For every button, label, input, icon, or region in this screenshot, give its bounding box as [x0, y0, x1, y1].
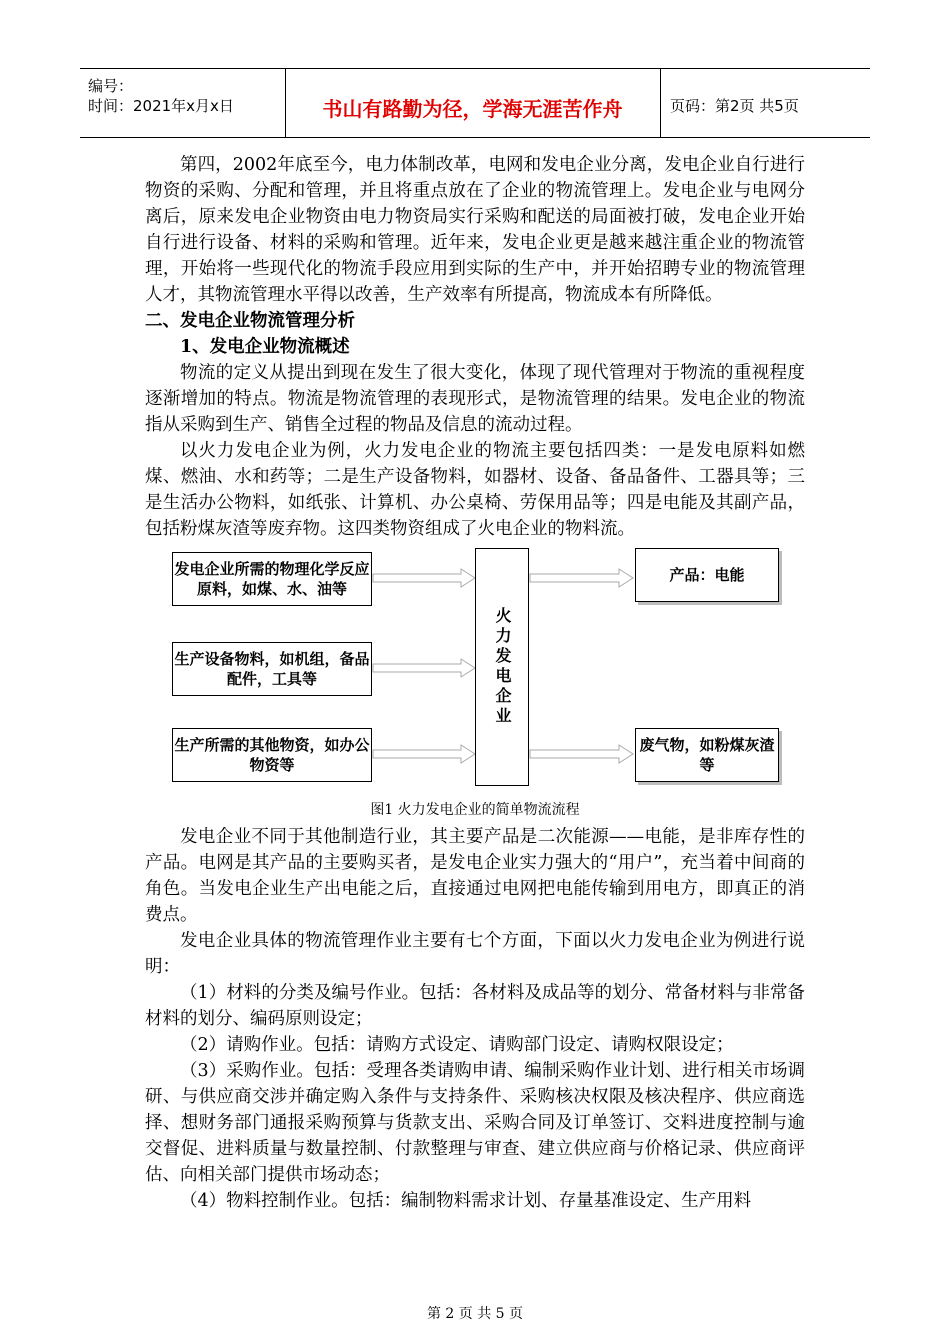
- input-box-raw-materials: 发电企业所需的物理化学反应原料，如煤、水、油等: [172, 552, 372, 606]
- list-item: （1）材料的分类及编号作业。包括：各材料及成品等的划分、常备材料与非常备材料的划分、编码原则设定；: [145, 983, 805, 1029]
- page-footer: 第 2 页 共 5 页: [426, 1306, 524, 1322]
- input-box-equipment: 生产设备物料，如机组，备品配件，工具等: [172, 642, 372, 696]
- output-box-waste: 废气物，如粉煤灰渣等: [635, 728, 779, 782]
- arrow-output1: [530, 569, 633, 587]
- list-item: （2）请购作业。包括：请购方式设定、请购部门设定、请购权限设定；: [180, 1035, 734, 1055]
- figure-caption: 图1 火力发电企业的简单物流流程: [370, 802, 580, 818]
- header-code-label: 编号：: [88, 77, 134, 95]
- paragraph: 发电企业具体的物流管理作业主要有七个方面，下面以火力发电企业为例进行说明：: [145, 931, 805, 977]
- paragraph: 物流的定义从提出到现在发生了很大变化，体现了现代管理对于物流的重视程度逐渐增加的特点。物流是物流管理的表现形式，是物流管理的结果。发电企业的物流指从采购到生产、销售全过程的物品及信息的流动过程。: [145, 363, 805, 435]
- page-header: [80, 68, 870, 138]
- paragraph: 第四，2002年底至今，电力体制改革，电网和发电企业分离，发电企业自行进行物资的采购、分配和管理，并且将重点放在了企业的物流管理上。发电企业与电网分离后，原来发电企业物资由电力物资局实行采购和配送的局面被打破，发电企业开始自行进行设备、材料的采购和管理。近年来，发电企业更是越来越注重企业的物流管理，开始将一些现代化的物流手段应用到实际的生产中，并开始招聘专业的物流管理人才，其物流管理水平得以改善，生产效率有所提高，物流成本有所降低。: [145, 155, 805, 305]
- list-item: （4）物料控制作业。包括：编制物料需求计划、存量基准设定、生产用料: [180, 1191, 752, 1211]
- input-box-other-supplies: 生产所需的其他物资，如办公物资等: [172, 728, 372, 782]
- paragraph: 发电企业不同于其他制造行业，其主要产品是二次能源——电能，是非库存性的产品。电网是其产品的主要购买者，是发电企业实力强大的“用户”，充当着中间商的角色。当发电企业生产出电能之后，直接通过电网把电能传输到用电方，即真正的消费点。: [145, 827, 805, 925]
- arrow-input3: [373, 745, 475, 763]
- arrow-input2: [373, 659, 475, 677]
- arrow-input1: [373, 569, 475, 587]
- subsection-heading: 1、发电企业物流概述: [180, 337, 350, 357]
- center-box-power-plant: 火力发电企业: [475, 548, 529, 786]
- paragraph: 以火力发电企业为例，火力发电企业的物流主要包括四类：一是发电原料如燃煤、燃油、水和药等；二是生产设备物料，如器材、设备、备品备件、工器具等；三是生活办公物料，如纸张、计算机、办公桌椅、劳保用品等；四是电能及其副产品，包括粉煤灰渣等废弃物。这四类物资组成了火电企业的物料流。: [145, 441, 805, 539]
- header-motto: 书山有路勤为径，学海无涯苦作舟: [322, 97, 623, 121]
- section-heading: 二、发电企业物流管理分析: [145, 311, 355, 331]
- list-item: （3）采购作业。包括：受理各类请购申请、编制采购作业计划、进行相关市场调研、与供应商交涉并确定购入条件与支持条件、采购核决权限及核决程序、供应商选择、想财务部门通报采购预算与货款支出、采购合同及订单签订、交料进度控制与逾交督促、进料质量与数量控制、付款整理与审查、建立供应商与价格记录、供应商评估、向相关部门提供市场动态；: [145, 1061, 805, 1185]
- header-page-label: 页码：第2页 共5页: [670, 97, 799, 115]
- logistics-flow-figure: [145, 546, 805, 798]
- header-meta-cell: [80, 69, 286, 137]
- header-time-label: 时间：2021年x月x日: [88, 97, 234, 115]
- output-box-electricity: 产品：电能: [635, 548, 779, 602]
- arrow-output2: [530, 745, 633, 763]
- document-body: [145, 152, 805, 1214]
- header-motto-cell: [285, 69, 661, 137]
- header-page-cell: [660, 69, 870, 137]
